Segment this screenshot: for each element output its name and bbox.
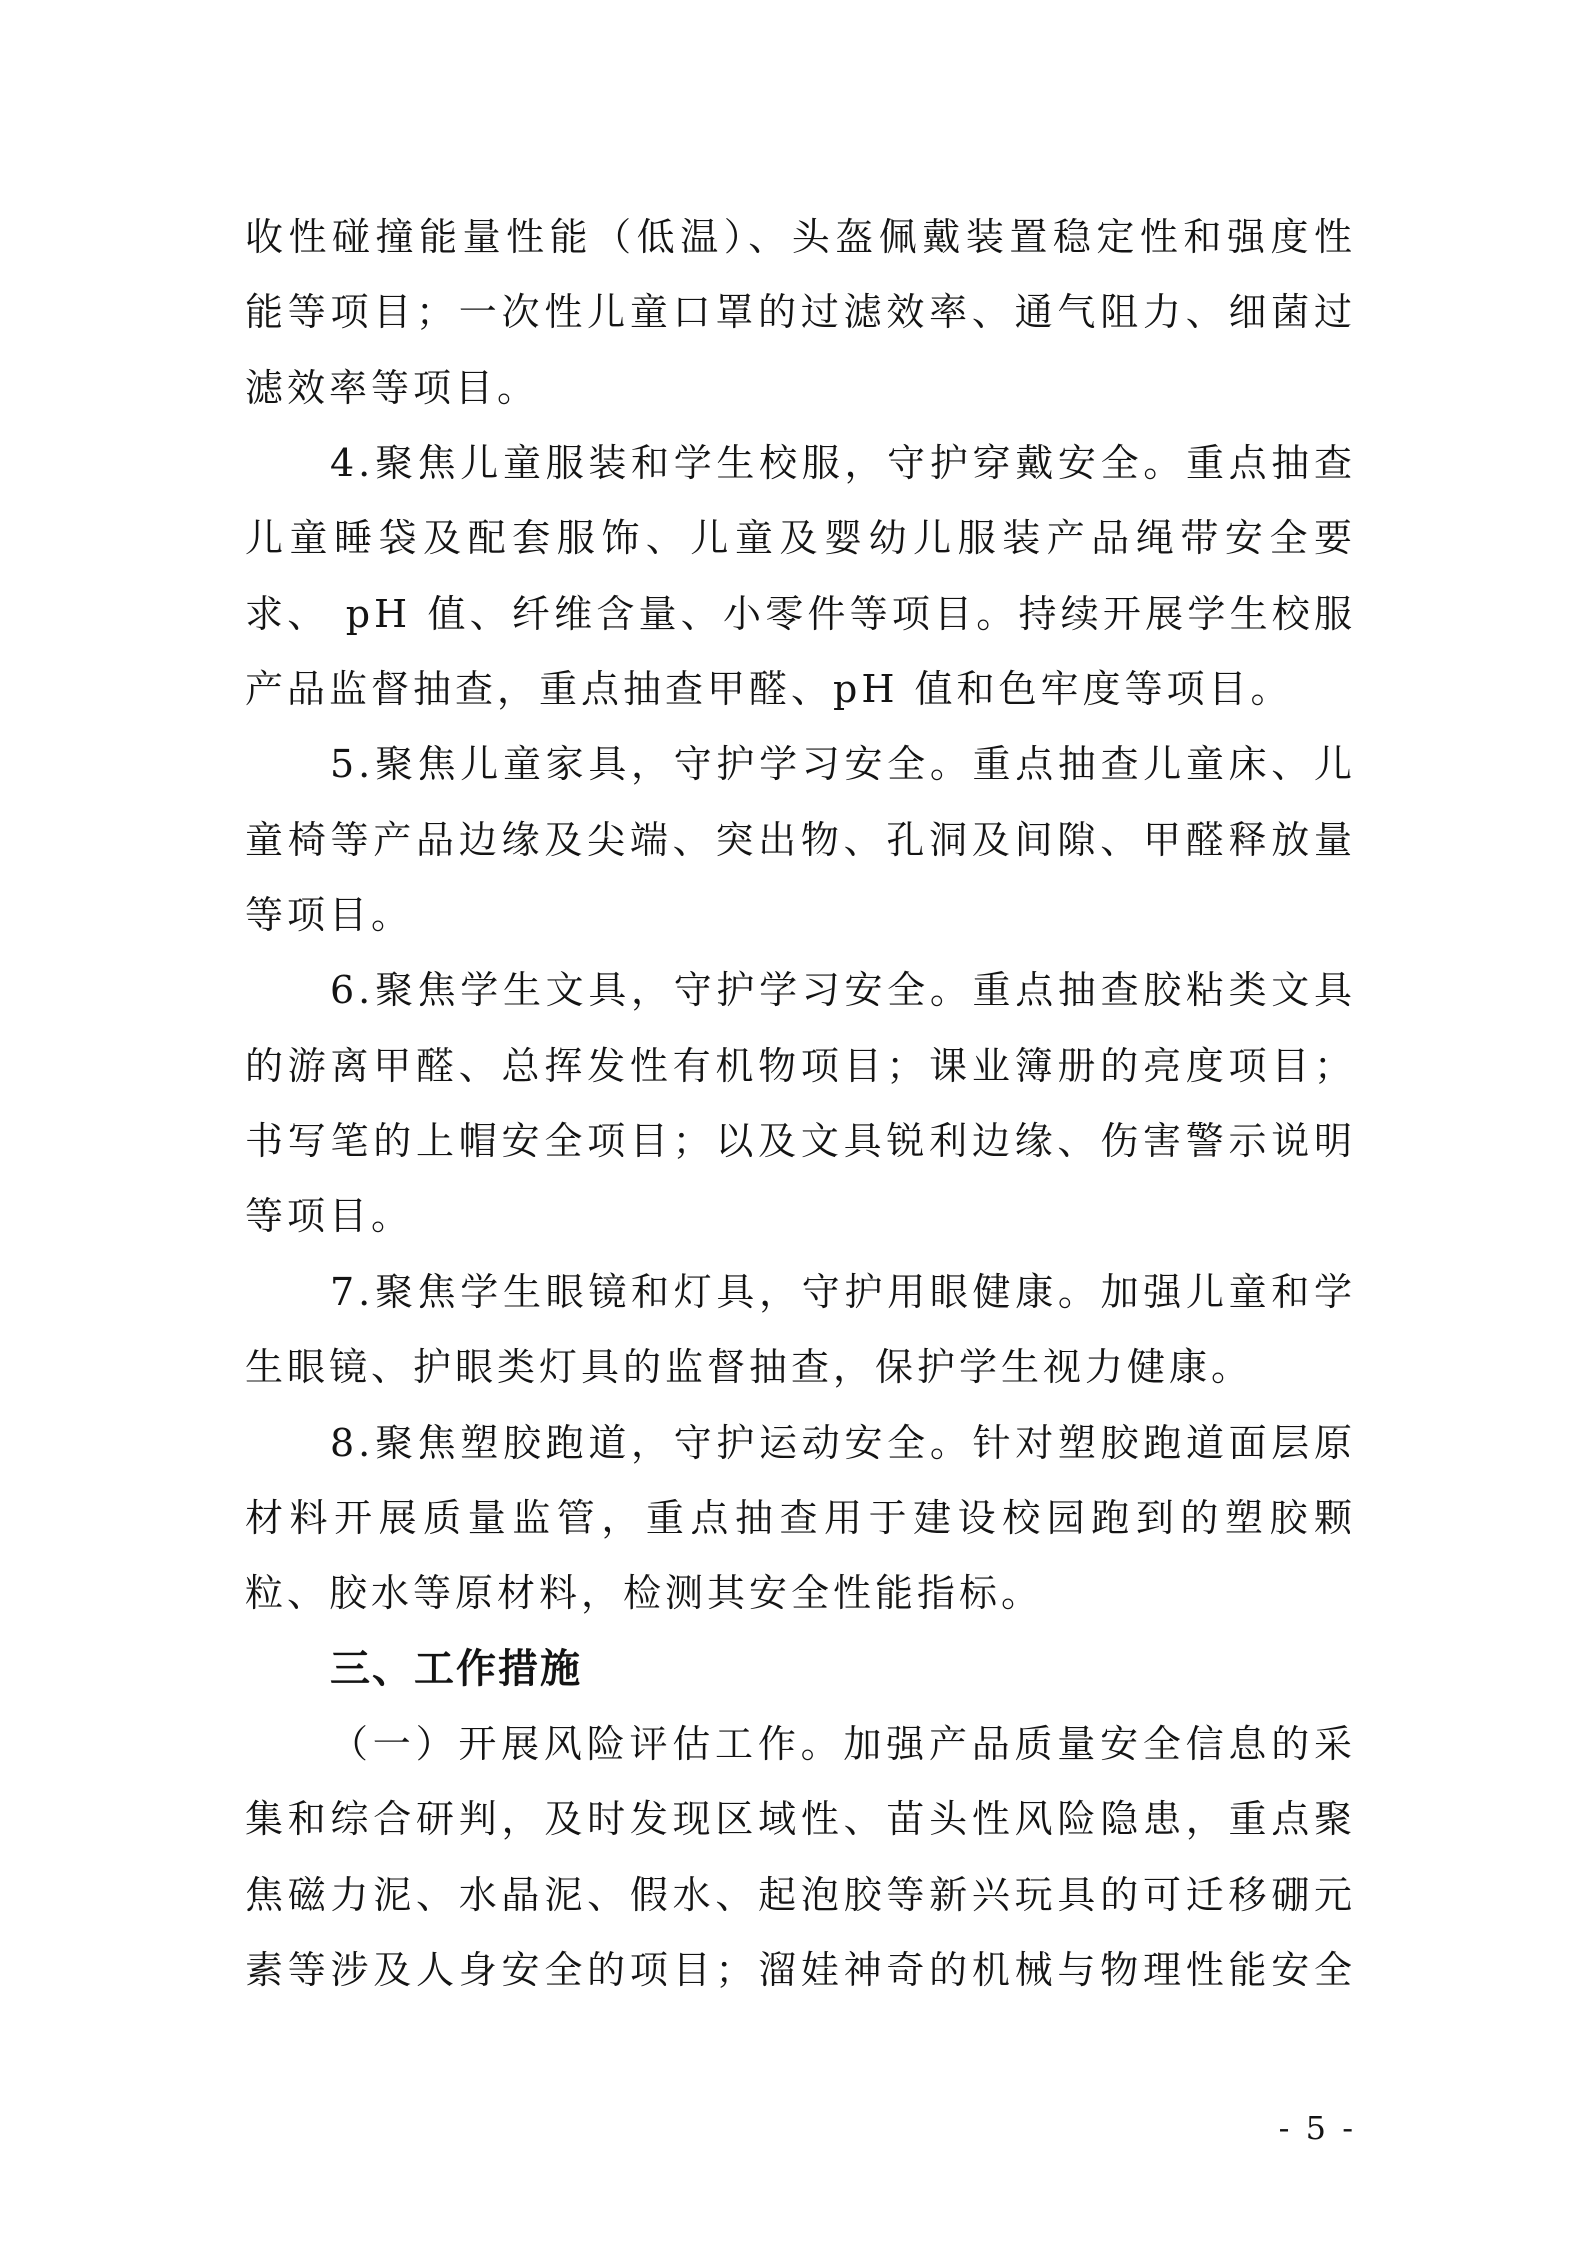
paragraph-item-8 xyxy=(245,1406,1356,1632)
paragraph-continuation xyxy=(245,200,1356,426)
text-line: 书写笔的上帽安全项目；以及文具锐利边缘、伤害警示说明 xyxy=(245,1119,1356,1164)
text-line: 求、 pH 值、纤维含量、小零件等项目。持续开展学生校服 xyxy=(245,591,1356,636)
text-line: 的游离甲醛、总挥发性有机物项目；课业簿册的亮度项目； xyxy=(245,1043,1356,1088)
text-line: 集和综合研判，及时发现区域性、苗头性风险隐患，重点聚 xyxy=(245,1797,1356,1842)
text-line: 滤效率等项目。 xyxy=(245,365,540,410)
text-line: 6.聚焦学生文具，守护学习安全。重点抽查胶粘类文具 xyxy=(330,968,1356,1013)
text-line: 8.聚焦塑胶跑道，守护运动安全。针对塑胶跑道面层原 xyxy=(330,1420,1356,1465)
text-line: 等项目。 xyxy=(245,893,414,938)
paragraph-measure-1 xyxy=(245,1707,1356,2008)
text-line: 材料开展质量监管，重点抽查用于建设校园跑到的塑胶颗 xyxy=(245,1495,1356,1540)
paragraph-item-7 xyxy=(245,1255,1356,1406)
text-line: 儿童睡袋及配套服饰、儿童及婴幼儿服装产品绳带安全要 xyxy=(245,516,1356,561)
paragraph-item-4 xyxy=(245,426,1356,727)
document-body xyxy=(245,200,1356,2008)
paragraph-item-5 xyxy=(245,727,1356,953)
text-line: 产品监督抽查，重点抽查甲醛、pH 值和色牢度等项目。 xyxy=(245,667,1293,712)
text-line: 5.聚焦儿童家具，守护学习安全。重点抽查儿童床、儿 xyxy=(330,742,1356,787)
text-line: 能等项目；一次性儿童口罩的过滤效率、通气阻力、细菌过 xyxy=(245,290,1356,335)
page-number: - 5 - xyxy=(1278,2109,1356,2147)
text-line: 收性碰撞能量性能（低温）、头盔佩戴装置稳定性和强度性 xyxy=(245,215,1356,259)
paragraph-item-6 xyxy=(245,953,1356,1254)
text-line: 4.聚焦儿童服装和学生校服，守护穿戴安全。重点抽查 xyxy=(330,441,1356,486)
text-line: 粒、胶水等原材料，检测其安全性能指标。 xyxy=(245,1571,1044,1616)
text-line: 童椅等产品边缘及尖端、突出物、孔洞及间隙、甲醛释放量 xyxy=(245,817,1356,862)
text-line: 生眼镜、护眼类灯具的监督抽查，保护学生视力健康。 xyxy=(245,1345,1254,1390)
section-heading: 三、工作措施 xyxy=(330,1645,582,1692)
text-line: 等项目。 xyxy=(245,1194,414,1239)
text-line: 焦磁力泥、水晶泥、假水、起泡胶等新兴玩具的可迁移硼元 xyxy=(245,1872,1356,1917)
text-line: （一）开展风险评估工作。加强产品质量安全信息的采 xyxy=(330,1721,1356,1766)
text-line: 素等涉及人身安全的项目；溜娃神奇的机械与物理性能安全 xyxy=(245,1947,1356,1992)
text-line: 7.聚焦学生眼镜和灯具，守护用眼健康。加强儿童和学 xyxy=(330,1269,1356,1314)
